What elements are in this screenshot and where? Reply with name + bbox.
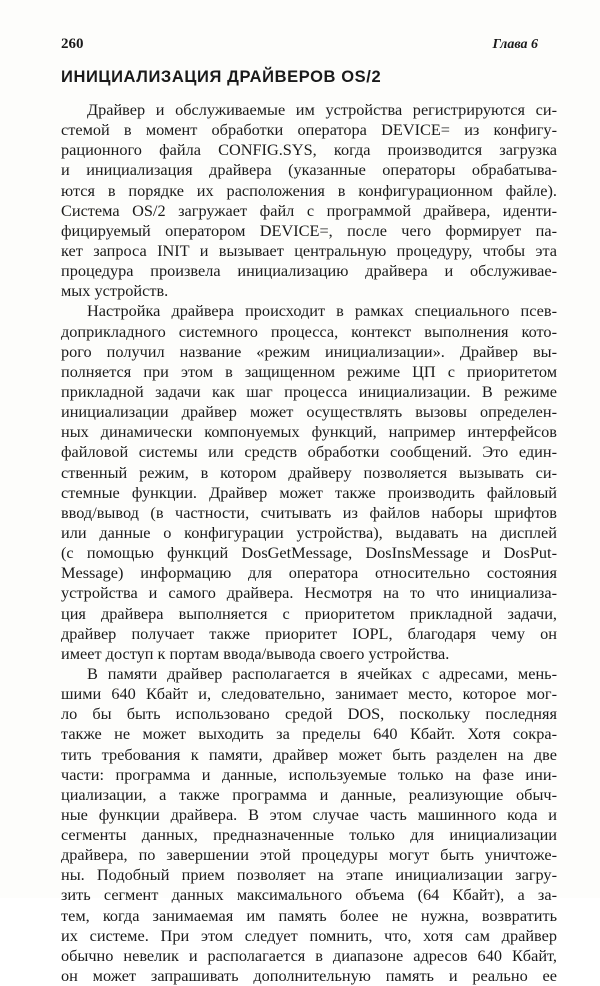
text-line: ло бы быть использовано средой DOS, поскольку последняя (61, 704, 557, 724)
text-line: кет запроса INIT и вызывает центральную процедуру, чтобы эта (61, 240, 557, 260)
text-line: Message) информацию для оператора относительно состояния (61, 563, 557, 583)
text-line: ные функции драйвера. В этом случае часть машинного кода и (61, 804, 557, 824)
text-line: файловой системы или средств обработки сообщений. Это един- (61, 442, 557, 462)
text-line: Система OS/2 загружает файл с программой драйвера, иденти- (61, 200, 557, 220)
text-line: драйвера, по завершении этой процедуры могут быть уничтоже- (61, 845, 557, 865)
text-line: ция драйвера выполняется с приоритетом прикладной задачи, (61, 603, 557, 623)
text-line: зить сегмент данных максимального объема (64 Кбайт), а за- (61, 885, 557, 905)
text-line: сегменты данных, предназначенные только для инициализации (61, 825, 557, 845)
text-line: полняется при этом в защищенном режиме ЦП с приоритетом (61, 361, 557, 381)
paragraph (61, 301, 557, 664)
text-line: части: программа и данные, используемые только на фазе ини- (61, 764, 557, 784)
text-line: или данные о конфигурации устройства), выдавать на дисплей (61, 522, 557, 542)
text-line: он может запрашивать дополнительную память и реально ее (61, 966, 557, 986)
text-line: мых устройств. (61, 281, 169, 301)
page-number: 260 (61, 36, 84, 52)
text-line: устройства и самого драйвера. Несмотря на то что инициализа- (61, 583, 557, 603)
paragraph (61, 664, 557, 986)
text-line: ются в порядке их расположения в конфигурационном файле). (61, 180, 557, 200)
text-line: прикладной задачи как шаг процесса инициализации. В режиме (61, 381, 557, 401)
text-line: драйвер получает также приоритет IOPL, благодаря чему он (61, 623, 557, 643)
paragraph (61, 100, 557, 301)
text-line: рационного файла CONFIG.SYS, когда производится загрузка (61, 140, 557, 160)
chapter-label: Глава 6 (492, 37, 538, 52)
text-line: их системе. При этом следует помнить, что, хотя сам драйвер (61, 925, 557, 945)
text-line: стемой в момент обработки оператора DEVICE= из конфигу- (61, 120, 557, 140)
text-line: доприкладного системного процесса, контекст выполнения кото- (61, 321, 557, 341)
section-title: ИНИЦИАЛИЗАЦИЯ ДРАЙВЕРОВ OS/2 (61, 68, 382, 86)
text-line: Настройка драйвера происходит в рамках специального псев- (87, 301, 557, 321)
running-head (61, 36, 538, 54)
text-line: ственный режим, в котором драйверу позволяется вызывать си- (61, 462, 557, 482)
text-line: тем, когда занимаемая им память более не нужна, возвратить (61, 905, 557, 925)
text-line: процедура произвела инициализацию драйвера и обслуживае- (61, 261, 557, 281)
text-line: также не может выходить за пределы 640 Кбайт. Хотя сокра- (61, 724, 557, 744)
text-line: стемные функции. Драйвер может также производить файловый (61, 482, 557, 502)
text-line: рого получил название «режим инициализации». Драйвер вы- (61, 341, 557, 361)
text-line: (с помощью функций DosGetMessage, DosInsMessage и DosPut- (61, 543, 557, 563)
text-line: тить требования к памяти, драйвер может быть разделен на две (61, 744, 557, 764)
text-line: имеет доступ к портам ввода/вывода своего устройства. (61, 643, 450, 663)
text-line: инициализации драйвер может осуществлять вызовы определен- (61, 402, 557, 422)
text-line: ны. Подобный прием позволяет на этапе инициализации загру- (61, 865, 557, 885)
text-line: фицируемый оператором DEVICE=, после чего формирует па- (61, 220, 557, 240)
text-line: обычно невелик и располагается в диапазоне адресов 640 Кбайт, (61, 945, 557, 965)
text-line: В памяти драйвер располагается в ячейках с адресами, мень- (87, 663, 557, 683)
text-line: Драйвер и обслуживаемые им устройства регистрируются си- (87, 100, 557, 119)
text-line: циализации, а также программа и данные, реализующие обыч- (61, 784, 557, 804)
text-line: ных динамически компонуемых функций, например интерфейсов (61, 422, 557, 442)
text-line: ввод/вывод (в частности, считывать из файлов наборы шрифтов (61, 502, 557, 522)
body-text (61, 100, 557, 986)
text-line: и инициализация драйвера (указанные операторы обрабатыва- (61, 160, 557, 180)
text-line: шими 640 Кбайт и, следовательно, занимает место, которое мог- (61, 684, 557, 704)
